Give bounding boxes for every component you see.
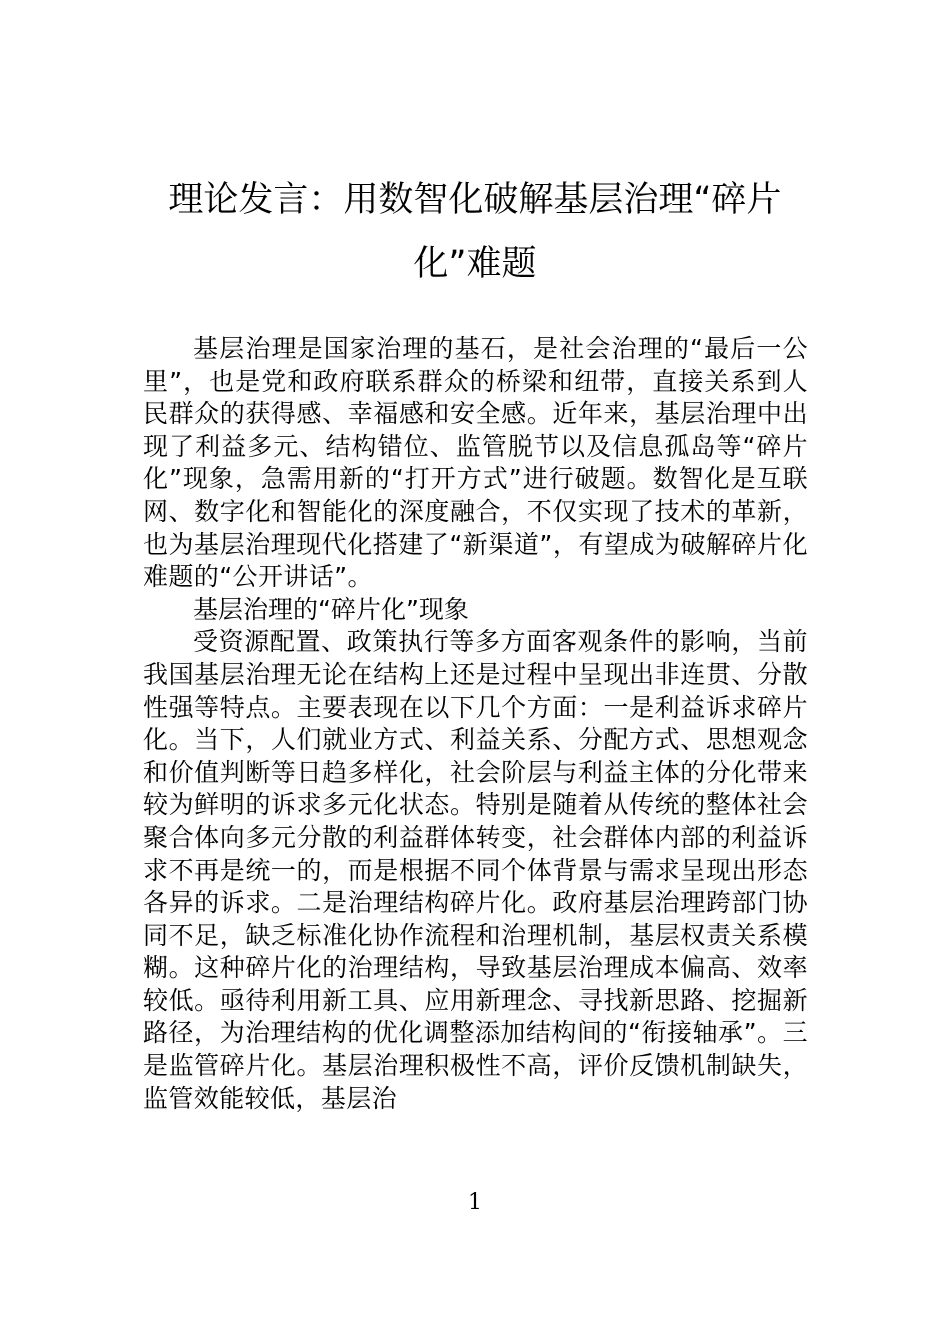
page-number: 1 bbox=[468, 1190, 482, 1215]
document-body bbox=[143, 333, 808, 1115]
intro-paragraph: 基层治理是国家治理的基石，是社会治理的“最后一公里”，也是党和政府联系群众的桥梁和纽带，直接关系到人民群众的获得感、幸福感和安全感。近年来，基层治理中出现了利益多元、结构错位、监管脱节以及信息孤岛等“碎片化”现象，急需用新的“打开方式”进行破题。数智化是互联网、数字化和智能化的深度融合，不仅实现了技术的革新，也为基层治理现代化搭建了“新渠道”，有望成为破解碎片化难题的“公开讲话”。 bbox=[143, 334, 808, 592]
title-line-2: 化”难题 bbox=[413, 244, 537, 284]
page-title bbox=[120, 168, 830, 296]
section-heading: 基层治理的“碎片化”现象 bbox=[193, 594, 469, 624]
title-line-1: 理论发言：用数智化破解基层治理“碎片 bbox=[168, 180, 782, 220]
section-paragraph: 受资源配置、政策执行等多方面客观条件的影响，当前我国基层治理无论在结构上还是过程中呈现出非连贯、分散性强等特点。主要表现在以下几个方面：一是利益诉求碎片化。当下，人们就业方式、利益关系、分配方式、思想观念和价值判断等日趋多样化，社会阶层与利益主体的分化带来较为鲜明的诉求多元化状态。特别是随着从传统的整体社会聚合体向多元分散的利益群体转变，社会群体内部的利益诉求不再是统一的，而是根据不同个体背景与需求呈现出形态各异的诉求。二是治理结构碎片化。政府基层治理跨部门协同不足，缺乏标准化协作流程和治理机制，基层权责关系模糊。这种碎片化的治理结构，导致基层治理成本偏高、效率较低。亟待利用新工具、应用新理念、寻找新思路、挖掘新路径，为治理结构的优化调整添加结构间的“衔接轴承”。三是监管碎片化。基层治理积极性不高，评价反馈机制缺失，监管效能较低，基层治 bbox=[143, 627, 808, 1113]
